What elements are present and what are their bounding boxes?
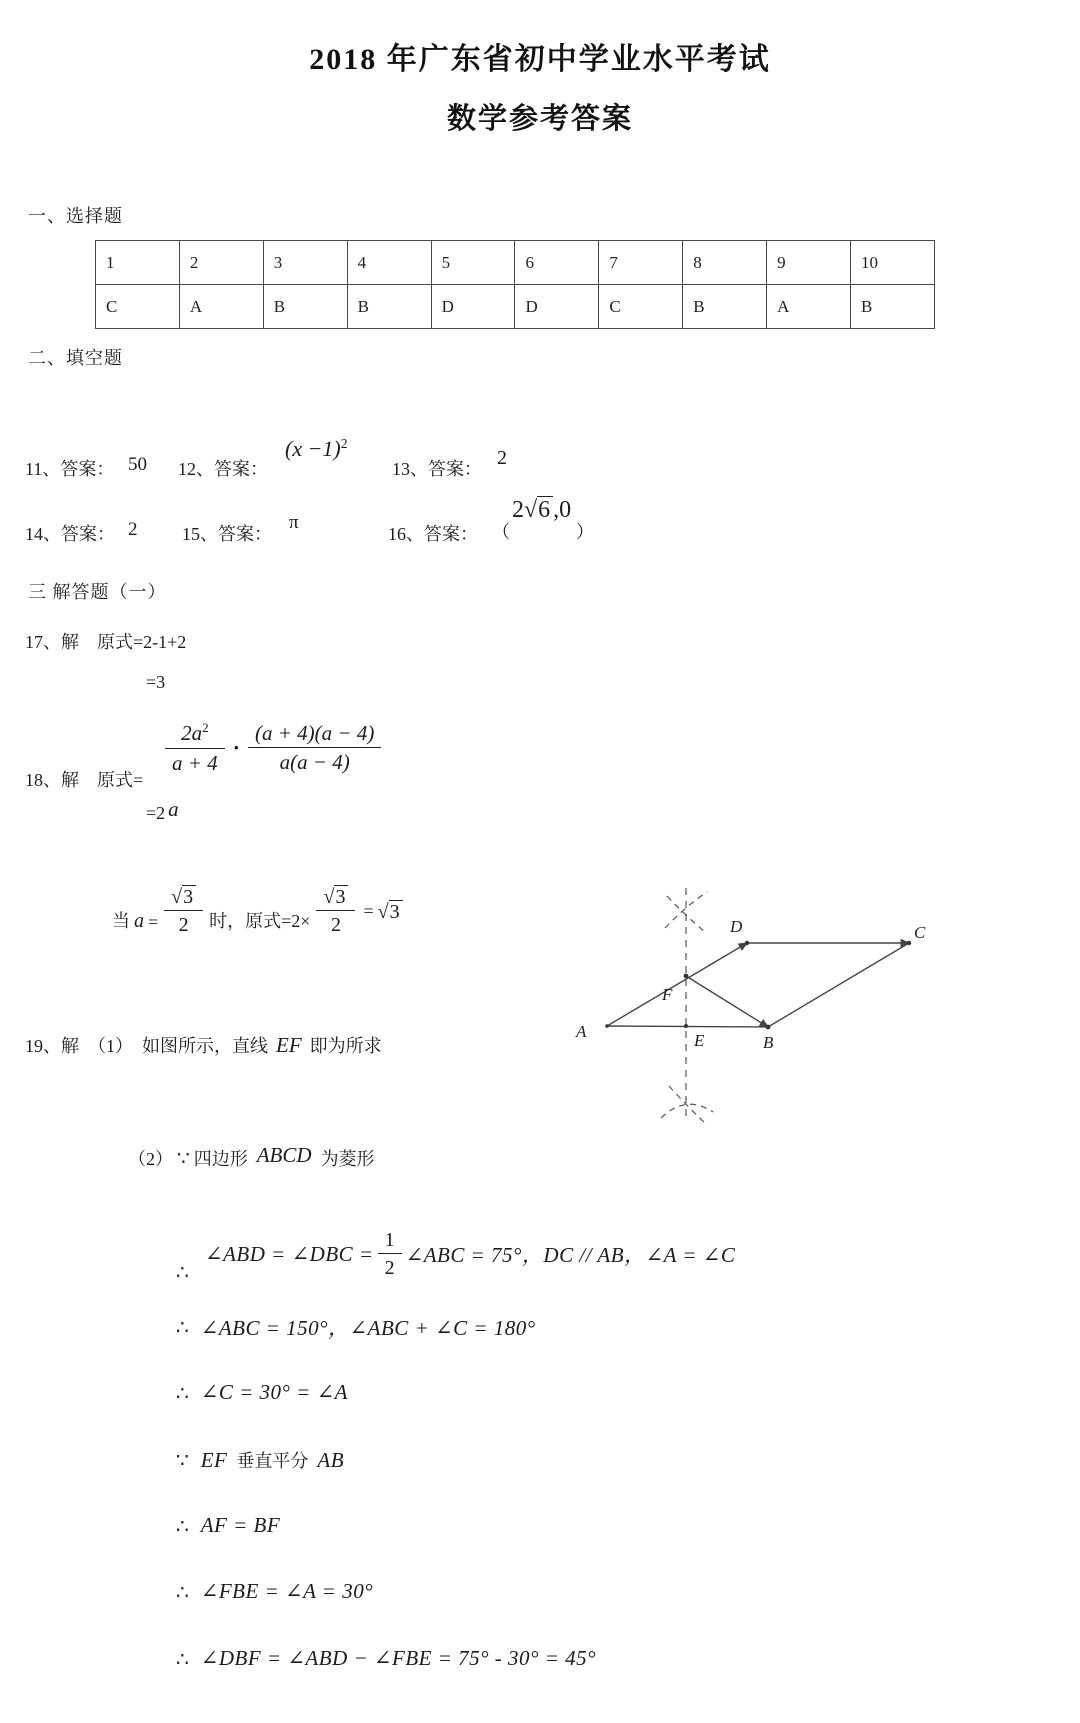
choice-header-cell: 1: [96, 241, 180, 285]
proof-line-1-fraction: [378, 1229, 402, 1279]
choice-answer-cell: D: [431, 285, 515, 329]
when-fraction-1-numerator: [164, 886, 203, 910]
q18-f1-num-exponent: 2: [202, 720, 209, 736]
when-result-value: [378, 901, 403, 936]
proof-line-6: [176, 1579, 373, 1604]
q19-part1-pre: 19、解 （1） 如图所示，直线: [25, 1036, 268, 1056]
answer-16-coefficient: 2: [512, 497, 524, 523]
proof-line-2: [176, 1312, 536, 1342]
therefore-mark: ∴: [176, 1579, 189, 1604]
answer-16-radicand: 6: [537, 496, 553, 524]
q18-fraction-1-numerator: [174, 721, 216, 747]
q18-solution-line2: [146, 797, 179, 825]
answer-12-value: [285, 436, 348, 462]
proof-line-4-AB: AB: [317, 1448, 345, 1472]
choice-answer-cell: A: [179, 285, 263, 329]
fill-row-14-16: [0, 496, 1080, 552]
point-C: [907, 941, 911, 945]
proof-line-3-text: ∠C = 30° = ∠A: [200, 1380, 348, 1404]
proof-line-4-text: [201, 1447, 344, 1473]
choice-answer-cell: B: [347, 285, 431, 329]
choice-header-row: [96, 241, 935, 285]
proof-line-4-cn: 垂直平分: [236, 1451, 309, 1471]
point-A: [605, 1024, 609, 1028]
answer-13-label: 13、答案：: [392, 459, 482, 479]
when-f1-radicand: 3: [182, 885, 196, 908]
q18-fraction-2-numerator: (a + 4)(a − 4): [255, 720, 375, 745]
proof-line-1-pre: ∠ABD = ∠DBC =: [205, 1241, 374, 1266]
q18-fraction-1-denominator: a + 4: [165, 748, 225, 775]
when-fraction-2-numerator: [316, 886, 355, 910]
choice-header-cell: 4: [347, 241, 431, 285]
answer-11-value: 50: [128, 454, 147, 475]
therefore-mark: ∴: [176, 1380, 189, 1405]
proof-line-7: [176, 1646, 596, 1671]
when-middle-text: 时，原式=2×: [209, 911, 311, 931]
answer-16-value: [512, 496, 571, 524]
when-word: 当: [112, 911, 130, 931]
therefore-mark: ∴: [176, 1646, 189, 1671]
proof-line-2-text: ∠ABC = 150°，∠ABC + ∠C = 180°: [200, 1316, 536, 1340]
q17-solution-line2: =3: [146, 672, 166, 692]
when-f2-radicand: 3: [334, 885, 348, 908]
q18-f1-num-base: 2a: [181, 721, 203, 746]
proof-line-6-text: ∠FBE = ∠A = 30°: [200, 1579, 374, 1603]
answer-14-label: 14、答案：: [25, 524, 115, 544]
choice-header-cell: 8: [683, 241, 767, 285]
sqrt-sign: √: [171, 886, 183, 908]
label-F: F: [662, 985, 673, 1004]
q18-line2-variable: a: [168, 797, 179, 821]
multiplication-dot: ·: [232, 735, 241, 760]
when-fraction-1-denominator: 2: [164, 910, 203, 936]
q17-solution-line1: 17、解 原式=2-1+2: [25, 632, 187, 652]
when-result-radicand: 3: [389, 900, 403, 923]
proof-fraction-denominator: 2: [378, 1253, 402, 1279]
construction-figure: [548, 872, 940, 1134]
section-heading-choice: 一、选择题: [28, 206, 123, 226]
proof-line-1-post: ∠ABC = 75°，DC // AB，∠A = ∠C: [405, 1243, 736, 1267]
q19-part1-EF: EF: [276, 1033, 302, 1057]
compass-arc-top-1: [665, 892, 707, 928]
proof-fraction-numerator: 1: [384, 1229, 395, 1251]
when-fraction-2: [316, 886, 355, 936]
point-E: [684, 1024, 688, 1028]
when-fraction-2-denominator: 2: [316, 910, 355, 936]
answer-13-value: 2: [497, 447, 507, 469]
answer-16-label: 16、答案：: [388, 524, 478, 544]
choice-answer-cell: A: [767, 285, 851, 329]
answer-16-close-paren: ）: [576, 522, 594, 542]
doc-subtitle: 数学参考答案: [446, 103, 633, 135]
when-fraction-1: [164, 886, 203, 936]
answer-16-open-paren: （: [492, 522, 510, 542]
choice-header-cell: 3: [263, 241, 347, 285]
choice-header-cell: 6: [515, 241, 599, 285]
when-result-equals: =: [363, 901, 374, 921]
answer-16-rest: ,0: [553, 497, 572, 523]
therefore-mark: ∴: [176, 1315, 189, 1339]
choice-answer-cell: C: [599, 285, 683, 329]
answer-12-exponent: 2: [340, 436, 348, 451]
sqrt-sign: √: [323, 886, 335, 908]
answer-12-base: (x −1): [285, 436, 341, 462]
because-mark: ∵: [177, 1146, 190, 1170]
choice-header-cell: 10: [851, 241, 935, 285]
proof-line-4: [176, 1447, 344, 1473]
answer-14-value: 2: [128, 519, 138, 540]
compass-arc-bottom-1: [661, 1104, 713, 1118]
choice-answer-cell: D: [515, 285, 599, 329]
choice-answer-row: [96, 285, 935, 329]
label-E: E: [694, 1031, 705, 1050]
sqrt-sign: √: [524, 497, 538, 523]
choice-answer-cell: C: [96, 285, 180, 329]
point-B: [766, 1025, 771, 1030]
point-D: [745, 941, 749, 945]
label-B: B: [763, 1033, 774, 1052]
answer-15-label: 15、答案：: [182, 524, 272, 544]
choice-header-cell: 5: [431, 241, 515, 285]
compass-arc-bottom-2: [669, 1086, 706, 1124]
segment-FB: [686, 976, 768, 1027]
q19-part2-post: 为菱形: [320, 1149, 375, 1169]
q19-part1-line: [25, 1032, 382, 1058]
proof-line-1: [205, 1210, 735, 1298]
choice-header-cell: 9: [767, 241, 851, 285]
choice-header-cell: 7: [599, 241, 683, 285]
side-BC: [768, 943, 909, 1027]
label-D: D: [730, 917, 743, 936]
q19-part2-line: [128, 1145, 375, 1171]
answer-11-label: 11、答案：: [25, 459, 115, 479]
section-heading-fill: 二、填空题: [28, 348, 123, 368]
side-AD: [607, 943, 747, 1026]
fill-row-11-13: [0, 438, 1080, 490]
label-A: A: [576, 1022, 587, 1041]
q18-fraction-1: [165, 721, 225, 774]
proof-line-5: [176, 1513, 280, 1538]
section-heading-solve: 三 解答题（一）: [28, 582, 167, 602]
q18-fraction-2-denominator: a(a − 4): [248, 747, 381, 774]
choice-answer-cell: B: [683, 285, 767, 329]
q19-part1-post: 即为所求: [309, 1036, 382, 1056]
q19-part2-pre: 四边形: [193, 1149, 248, 1169]
proof-line-4-EF: EF: [200, 1448, 228, 1472]
proof-line-3: [176, 1380, 348, 1405]
q18-prefix: 18、解 原式=: [25, 770, 144, 790]
when-variable: a: [134, 910, 144, 932]
choice-answer-cell: B: [263, 285, 347, 329]
choice-answer-cell: B: [851, 285, 935, 329]
proof-line-7-text: ∠DBF = ∠ABD − ∠FBE = 75° - 30° = 45°: [200, 1646, 597, 1670]
q18-fraction-2: [248, 722, 381, 774]
choice-answer-table: [95, 240, 935, 329]
label-C: C: [914, 923, 926, 942]
doc-title: 2018 年广东省初中学业水平考试: [309, 43, 771, 76]
q19-part2-ABCD: ABCD: [256, 1143, 312, 1167]
answer-15-value: π: [289, 512, 299, 533]
q18-evaluation-line: [112, 852, 403, 936]
q18-line2-eq: =2: [146, 803, 166, 823]
therefore-mark: ∴: [176, 1260, 189, 1284]
therefore-mark: ∴: [176, 1513, 189, 1538]
point-F: [684, 974, 689, 979]
q18-fraction-expression: [165, 698, 381, 798]
sqrt-sign: √: [377, 901, 389, 923]
q19-part2-number: （2）: [128, 1149, 173, 1169]
when-equals: =: [148, 912, 159, 932]
answer-12-label: 12、答案：: [178, 459, 268, 479]
choice-header-cell: 2: [179, 241, 263, 285]
proof-line-5-text: AF = BF: [200, 1513, 281, 1537]
because-mark: ∵: [176, 1448, 189, 1472]
